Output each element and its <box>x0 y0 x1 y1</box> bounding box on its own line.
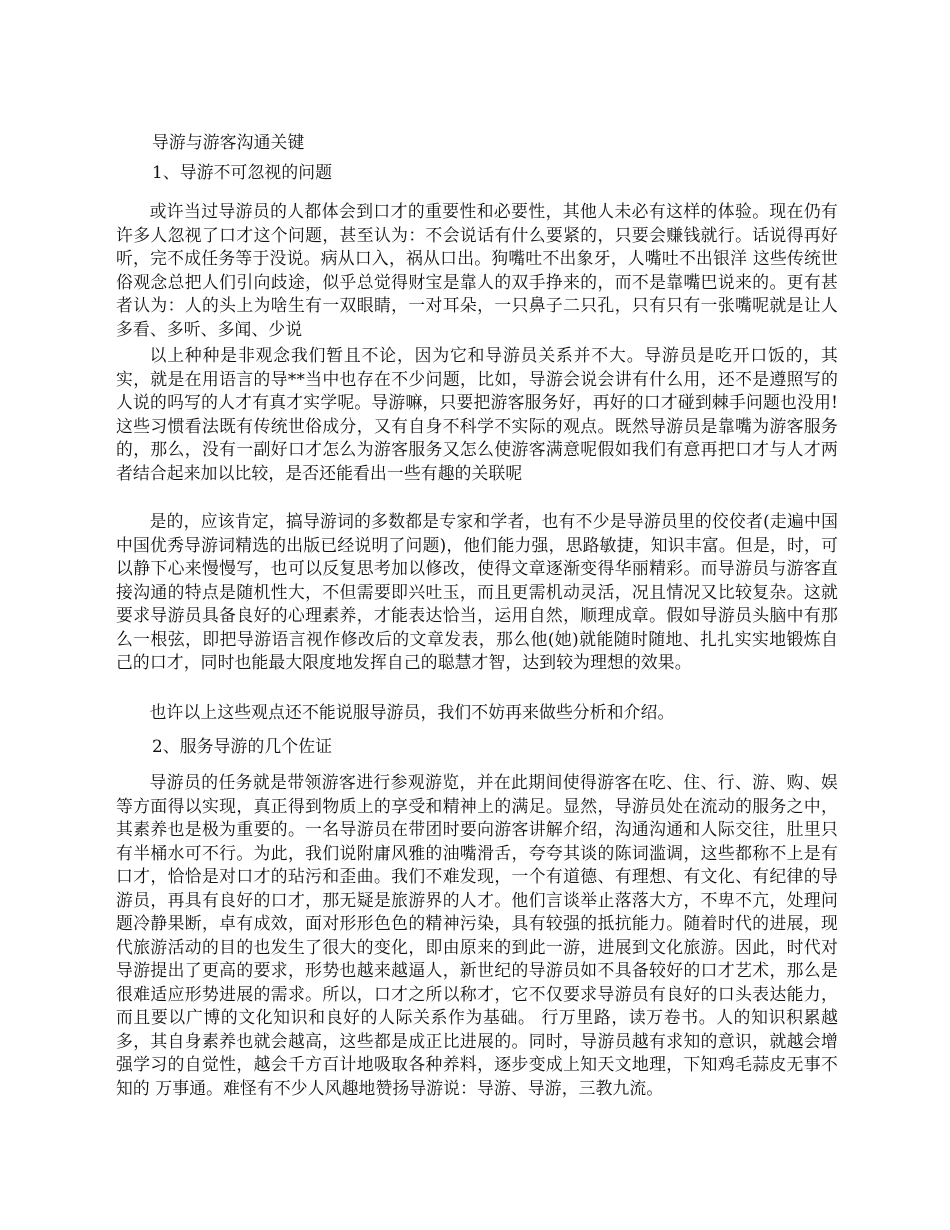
paragraph-2: 以上种种是非观念我们暂且不论，因为它和导游员关系并不大。导游员是吃开口饭的，其实，就是在用语言的导**当中也存在不少问题，比如，导游会说会讲有什么用，还不是遵照写的人说的吗写的人才有真才实学呢。导游嘛，只要把游客服务好，再好的口才碰到棘手问题也没用!这些习惯看法既有传统世俗成分，又有自身不科学不实际的观点。既然导游员是靠嘴为游客服务的，那么，没有一副好口才怎么为游客服务又怎么使游客满意呢假如我们有意再把口才与人才两者结合起来加以比较，是否还能看出一些有趣的关联呢 <box>116 345 838 483</box>
paragraph-3: 是的，应该肯定，搞导游词的多数都是专家和学者，也有不少是导游员里的佼佼者(走遍中国中国优秀导游词精选的出版已经说明了问题)，他们能力强，思路敏捷，知识丰富。但是，时，可以静下心来慢慢写，也可以反复思考加以修改，使得文章逐渐变得华丽精彩。而导游员与游客直接沟通的特点是随机性大，不但需要即兴吐玉，而且更需机动灵活，况且情况又比较复杂。这就要求导游员具备良好的心理素养，才能表达恰当，运用自然，顺理成章。假如导游员头脑中有那么一根弦，即把导游语言视作修改后的文章发表，那么他(她)就能随时随地、扎扎实实地锻炼自己的口才，同时也能最大限度地发挥自己的聪慧才智，达到较为理想的效果。 <box>116 511 838 672</box>
paragraph-1: 或许当过导游员的人都体会到口才的重要性和必要性，其他人未必有这样的体验。现在仍有许多人忽视了口才这个问题，甚至认为：不会说话有什么要紧的，只要会赚钱就行。话说得再好听，完不成任务等于没说。病从口入，祸从口出。狗嘴吐不出象牙，人嘴吐不出银洋 这些传统世俗观念总把人们引向歧途，似乎总觉得财宝是靠人的双手挣来的，而不是靠嘴巴说来的。更有甚者认为：人的头上为啥生有一双眼睛，一对耳朵，一只鼻子二只孔，只有只有一张嘴呢就是让人多看、多听、多闻、少说 <box>116 201 838 339</box>
section-heading-1: 1、导游不可忽视的问题 <box>152 162 333 182</box>
paragraph-5: 导游员的任务就是带领游客进行参观游览，并在此期间使得游客在吃、住、行、游、购、娱等方面得以实现，真正得到物质上的享受和精神上的满足。显然，导游员处在流动的服务之中，其素养也是极为重要的。一名导游员在带团时要向游客讲解介绍，沟通沟通和人际交往，肚里只有半桶水可不行。为此，我们说附庸风雅的油嘴滑舌，夸夸其谈的陈词滥调，这些都称不上是有口才，恰恰是对口才的玷污和歪曲。我们不难发现，一个有道德、有理想、有文化、有纪律的导游员，再具有良好的口才，那无疑是旅游界的人才。他们言谈举止落落大方，不卑不亢，处理问题冷静果断，卓有成效，面对形形色色的精神污染，具有较强的抵抗能力。随着时代的进展，现代旅游活动的目的也发生了很大的变化，即由原来的到此一游，进展到文化旅游。因此，时代对导游提出了更高的要求，形势也越来越逼人，新世纪的导游员如不具备较好的口才艺术，那么是很难适应形势进展的需求。所以，口才之所以称才，它不仅要求导游员有良好的口头表达能力，而且要以广博的文化知识和良好的人际关系作为基础。 行万里路，读万卷书。人的知识积累越多，其自身素养也就会越高，这些都是成正比进展的。同时，导游员越有求知的意识，就越会增强学习的自觉性，越会千方百计地吸取各种养料，逐步变成上知天文地理，下知鸡毛蒜皮无事不知的 万事通。难怪有不少人风趣地赞扬导游说：导游、导游，三教九流。 <box>116 772 838 1098</box>
paragraph-4: 也许以上这些观点还不能说服导游员，我们不妨再来做些分析和介绍。 <box>149 702 675 722</box>
document-title: 导游与游客沟通关键 <box>152 132 305 152</box>
section-heading-2: 2、服务导游的几个佐证 <box>152 736 333 756</box>
